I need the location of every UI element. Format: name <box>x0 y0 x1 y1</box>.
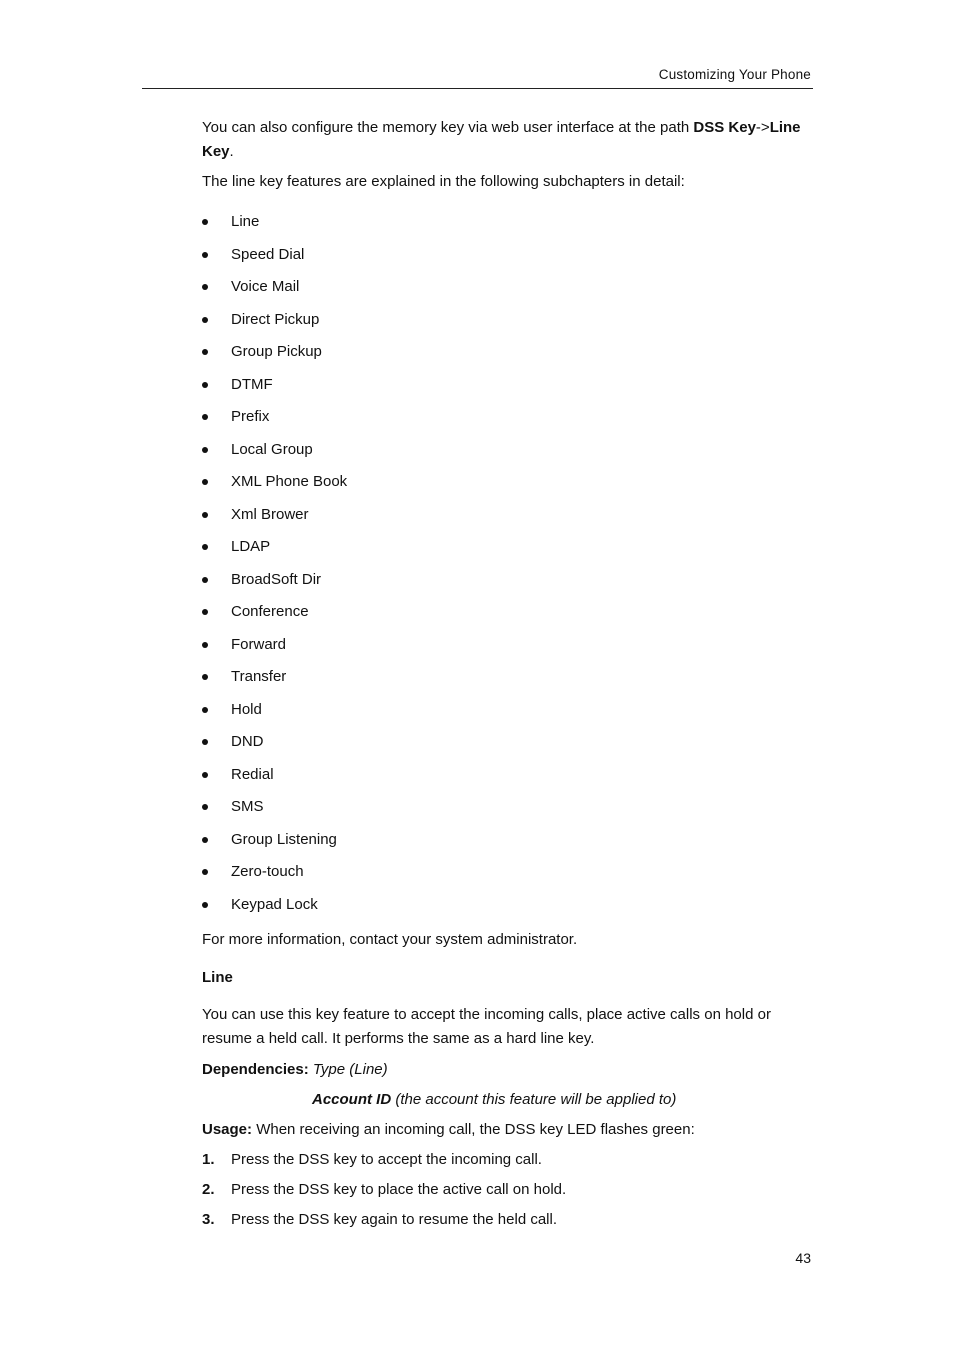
list-item <box>202 373 347 406</box>
line-description: You can use this key feature to accept the incoming calls, place active calls on hold or resume a held call. It performs the same as a hard line key. <box>202 1006 771 1047</box>
list-item-label: Conference <box>231 603 309 620</box>
bullet-icon <box>202 902 208 908</box>
menu-path-line-key: Line Key <box>202 119 801 160</box>
list-item-label: Transfer <box>231 668 287 685</box>
list-item <box>202 243 347 276</box>
bullet-icon <box>202 479 208 485</box>
list-item-label: XML Phone Book <box>231 473 348 490</box>
bullet-icon <box>202 284 208 290</box>
bullet-icon <box>202 577 208 583</box>
list-item <box>202 893 347 926</box>
bullet-icon <box>202 382 208 388</box>
account-id-label: Account ID <box>312 1091 392 1108</box>
list-item-label: Keypad Lock <box>231 895 318 913</box>
account-id-line <box>312 1088 792 1112</box>
list-item-label: Line <box>231 213 260 230</box>
step-text: Press the DSS key to accept the incoming call. <box>231 1151 542 1168</box>
list-item-label: Group Listening <box>231 830 337 848</box>
list-item-label: Xml Brower <box>231 505 309 523</box>
list-item <box>202 308 347 341</box>
list-item <box>202 698 347 731</box>
list-item <box>202 405 347 438</box>
list-item-label: Local Group <box>231 440 313 458</box>
bullet-icon <box>202 804 208 810</box>
dependencies-label: Dependencies: <box>202 1061 309 1078</box>
list-item-label: Prefix <box>231 408 270 425</box>
bullet-icon <box>202 317 208 323</box>
list-item <box>202 665 347 698</box>
usage-line <box>202 1118 802 1142</box>
step-number: 1. <box>202 1151 215 1168</box>
bullet-icon <box>202 252 208 258</box>
header-rule <box>142 88 813 89</box>
list-item <box>202 438 347 471</box>
step-number: 3. <box>202 1211 215 1228</box>
list-item <box>202 828 347 861</box>
dependencies-line <box>202 1058 802 1082</box>
feature-list <box>202 210 347 925</box>
list-item <box>202 1148 566 1178</box>
bullet-icon <box>202 544 208 550</box>
list-item-label: SMS <box>231 798 264 815</box>
subchapters-intro: The line key features are explained in the following subchapters in detail: <box>202 173 685 190</box>
menu-path-arrow: -> <box>755 119 770 136</box>
list-item <box>202 633 347 666</box>
page-number: 43 <box>795 1250 811 1266</box>
bullet-icon <box>202 837 208 843</box>
menu-path-dss-key: DSS Key <box>693 119 756 136</box>
bullet-icon <box>202 609 208 615</box>
list-item-label: Redial <box>231 765 274 783</box>
usage-text: When receiving an incoming call, the DSS key LED flashes green: <box>256 1121 695 1138</box>
bullet-icon <box>202 219 208 225</box>
list-item-label: Speed Dial <box>231 245 305 263</box>
list-item-label: DTMF <box>231 375 273 393</box>
list-item <box>202 470 347 503</box>
bullet-icon <box>202 447 208 453</box>
dependencies-type: Type (Line) <box>312 1061 388 1078</box>
list-item <box>202 210 347 243</box>
bullet-icon <box>202 674 208 680</box>
list-item <box>202 1178 566 1208</box>
list-item <box>202 860 347 893</box>
list-item <box>202 275 347 308</box>
list-item-label: Group Pickup <box>231 343 322 360</box>
section-heading-line: Line <box>202 969 233 986</box>
usage-label: Usage: <box>202 1121 253 1138</box>
step-number: 2. <box>202 1181 215 1198</box>
step-text: Press the DSS key again to resume the held call. <box>231 1211 558 1228</box>
account-id-note: (the account this feature will be applied to) <box>395 1091 677 1108</box>
list-item <box>202 1208 566 1238</box>
bullet-icon <box>202 869 208 875</box>
list-item <box>202 568 347 601</box>
list-item <box>202 535 347 568</box>
intro-paragraph <box>202 116 802 164</box>
list-item <box>202 600 347 633</box>
list-item-label: Hold <box>231 700 262 718</box>
intro-text: You can also configure the memory key via web user interface at the path <box>202 119 694 136</box>
list-item-label: Direct Pickup <box>231 310 320 328</box>
list-item-label: DND <box>231 733 264 750</box>
bullet-icon <box>202 739 208 745</box>
bullet-icon <box>202 707 208 713</box>
list-item-label: Zero-touch <box>231 863 304 880</box>
list-item <box>202 340 347 373</box>
step-text: Press the DSS key to place the active call on hold. <box>231 1181 567 1198</box>
bullet-icon <box>202 642 208 648</box>
list-item <box>202 730 347 763</box>
usage-steps <box>202 1148 566 1238</box>
more-info-text: For more information, contact your system administrator. <box>202 931 578 948</box>
list-item-label: Forward <box>231 635 287 653</box>
bullet-icon <box>202 349 208 355</box>
list-item-label: LDAP <box>231 538 271 555</box>
list-item-label: BroadSoft Dir <box>231 570 322 588</box>
running-header: Customizing Your Phone <box>658 67 811 82</box>
list-item-label: Voice Mail <box>231 278 300 295</box>
intro-period: . <box>229 143 234 160</box>
bullet-icon <box>202 414 208 420</box>
list-item <box>202 503 347 536</box>
list-item <box>202 763 347 796</box>
bullet-icon <box>202 772 208 778</box>
list-item <box>202 795 347 828</box>
bullet-icon <box>202 512 208 518</box>
